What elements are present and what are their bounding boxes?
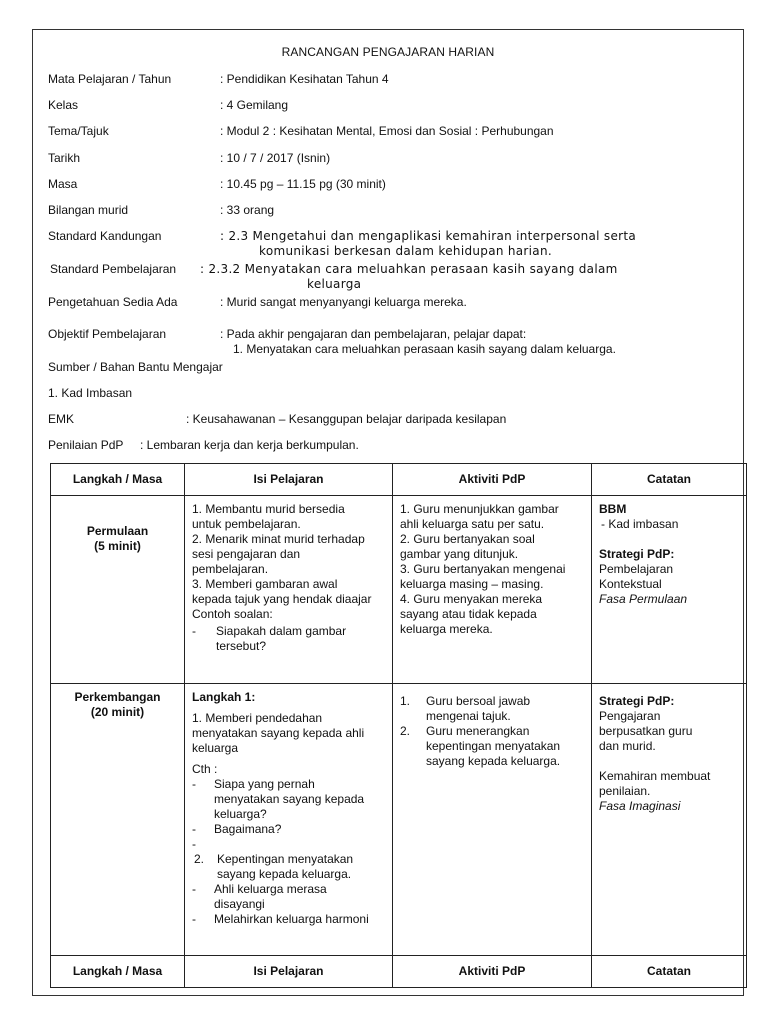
- bullet-mark: -: [192, 822, 196, 836]
- field-value: : Pendidikan Kesihatan Tahun 4: [220, 72, 389, 86]
- header-aktiviti: Aktiviti PdP: [393, 464, 592, 496]
- field-value: : 2.3 Mengetahui dan mengaplikasi kemahiran interpersonal serta: [220, 229, 637, 243]
- text-line: Contoh soalan:: [192, 607, 273, 621]
- text-line: Guru bersoal jawab: [426, 694, 531, 708]
- field-label: EMK: [48, 412, 75, 426]
- text-line: kepentingan menyatakan: [426, 739, 561, 753]
- list-item-text: [214, 777, 364, 822]
- list-item-text: [214, 882, 327, 912]
- text-line: 4. Guru menyakan mereka: [400, 592, 543, 606]
- aktiviti-cell: [393, 684, 592, 956]
- list-item-text: [418, 724, 560, 769]
- field-value: : Keusahawanan – Kesanggupan belajar daripada kesilapan: [186, 412, 507, 426]
- fasa-label: Fasa Imaginasi: [599, 799, 681, 813]
- text-line: Kemahiran membuat: [599, 769, 711, 783]
- list-item-text: Melahirkan keluarga harmoni: [214, 912, 369, 926]
- text-line: berpusatkan guru: [599, 724, 693, 738]
- list-item: [400, 694, 584, 724]
- phase-name: Perkembangan: [74, 690, 161, 704]
- text-line: Siapakah dalam gambar: [216, 624, 347, 638]
- text-line: Kontekstual: [599, 577, 662, 591]
- text-line: disayangi: [214, 897, 265, 911]
- header-langkah: Langkah / Masa: [51, 956, 185, 988]
- aktiviti-cell: [393, 496, 592, 684]
- field-value-continued: keluarga: [307, 277, 362, 291]
- table-header-row: [51, 464, 747, 496]
- text-line: menyatakan sayang kepada ahli: [192, 726, 365, 740]
- cth-label: Cth :: [192, 762, 218, 776]
- fasa-label: Fasa Permulaan: [599, 592, 688, 606]
- table-header-row-repeat: [51, 956, 747, 988]
- field-label: Standard Pembelajaran: [50, 262, 177, 276]
- text-line: Pengajaran: [599, 709, 661, 723]
- table-row: [51, 496, 747, 684]
- text-line: ahli keluarga satu per satu.: [400, 517, 545, 531]
- field-value: : 4 Gemilang: [220, 98, 289, 112]
- number-mark: 2.: [194, 852, 205, 866]
- document-title: RANCANGAN PENGAJARAN HARIAN: [281, 45, 495, 59]
- field-value: : Murid sangat menyanyangi keluarga mereka.: [220, 295, 467, 309]
- field-value: : 10 / 7 / 2017 (Isnin): [220, 151, 331, 165]
- text-line: gambar yang ditunjuk.: [400, 547, 519, 561]
- list-item: [192, 852, 385, 882]
- list-item-text: [214, 624, 346, 654]
- text-line: Ahli keluarga merasa: [214, 882, 327, 896]
- field-value-continued: komunikasi berkesan dalam kehidupan harian.: [259, 244, 552, 258]
- header-aktiviti: Aktiviti PdP: [393, 956, 592, 988]
- strategi-heading: Strategi PdP:: [599, 547, 675, 561]
- objective-item: 1. Menyatakan cara meluahkan perasaan kasih sayang dalam keluarga.: [233, 342, 616, 356]
- field-value: : Lembaran kerja dan kerja berkumpulan.: [140, 438, 359, 452]
- list-item: [192, 912, 385, 927]
- number-mark: 2.: [400, 724, 411, 738]
- field-label: Bilangan murid: [48, 203, 129, 217]
- field-label: Pengetahuan Sedia Ada: [48, 295, 178, 309]
- strategi-heading: Strategi PdP:: [599, 694, 675, 708]
- field-value: : Modul 2 : Kesihatan Mental, Emosi dan Sosial : Perhubungan: [220, 124, 554, 138]
- field-label: Mata Pelajaran / Tahun: [48, 72, 172, 86]
- bullet-mark: -: [192, 882, 196, 896]
- text-line: keluarga?: [214, 807, 267, 821]
- text-line: pembelajaran.: [192, 562, 269, 576]
- number-mark: 1.: [400, 694, 411, 708]
- field-label: Sumber / Bahan Bantu Mengajar: [48, 360, 223, 374]
- text-line: dan murid.: [599, 739, 656, 753]
- text-line: menyatakan sayang kepada: [214, 792, 365, 806]
- text-line: Pembelajaran: [599, 562, 674, 576]
- bullet-mark: -: [192, 624, 196, 638]
- field-label: Tema/Tajuk: [48, 124, 109, 138]
- text-line: penilaian.: [599, 784, 651, 798]
- header-isi: Isi Pelajaran: [185, 464, 393, 496]
- text-line: sayang atau tidak kepada: [400, 607, 537, 621]
- table-row: [51, 684, 747, 956]
- text-line: 3. Guru bertanyakan mengenai: [400, 562, 566, 576]
- text-line: keluarga mereka.: [400, 622, 493, 636]
- field-value: : 2.3.2 Menyatakan cara meluahkan perasaan kasih sayang dalam: [200, 262, 618, 276]
- field-label: Tarikh: [48, 151, 81, 165]
- text-line: 1. Membantu murid bersedia: [192, 502, 345, 516]
- field-value: : 33 orang: [220, 203, 275, 217]
- list-item-text: [214, 852, 353, 882]
- list-item: [192, 624, 385, 654]
- text-line: Kepentingan menyatakan: [217, 852, 354, 866]
- text-line: keluarga masing – masing.: [400, 577, 544, 591]
- list-item: [192, 777, 385, 822]
- text-line: 1. Memberi pendedahan: [192, 711, 323, 725]
- bullet-mark: -: [192, 837, 196, 851]
- catatan-cell: [592, 684, 747, 956]
- langkah-heading: Langkah 1:: [192, 690, 256, 704]
- text-line: 1. Guru menunjukkan gambar: [400, 502, 559, 516]
- field-value: : Pada akhir pengajaran dan pembelajaran, pelajar dapat:: [220, 327, 527, 341]
- phase-duration: (5 minit): [94, 539, 141, 553]
- phase-cell: [51, 496, 185, 684]
- isi-cell: [185, 684, 393, 956]
- field-label: Kelas: [48, 98, 79, 112]
- text-line: mengenai tajuk.: [426, 709, 511, 723]
- text-line: sayang kepada keluarga.: [426, 754, 561, 768]
- text-line: kepada tajuk yang hendak diaajar: [192, 592, 372, 606]
- list-item: [192, 822, 385, 837]
- text-line: 3. Memberi gambaran awal: [192, 577, 338, 591]
- phase-duration: (20 minit): [90, 705, 145, 719]
- bullet-mark: -: [192, 912, 196, 926]
- field-value: : 10.45 pg – 11.15 pg (30 minit): [220, 177, 386, 191]
- field-label: Objektif Pembelajaran: [48, 327, 167, 341]
- text-line: sesi pengajaran dan: [192, 547, 301, 561]
- document-frame: [32, 29, 744, 996]
- text-line: untuk pembelajaran.: [192, 517, 301, 531]
- isi-cell: [185, 496, 393, 684]
- list-item-text: [418, 694, 530, 724]
- text-line: Siapa yang pernah: [214, 777, 315, 791]
- text-line: 2. Menarik minat murid terhadap: [192, 532, 365, 546]
- text-line: keluarga: [192, 741, 239, 755]
- text-line: tersebut?: [216, 639, 267, 653]
- bbm-heading: BBM: [599, 502, 627, 516]
- field-label: Penilaian PdP: [48, 438, 124, 452]
- header-catatan: Catatan: [592, 464, 747, 496]
- list-item: [400, 724, 584, 769]
- list-item-text: Bagaimana?: [214, 822, 282, 836]
- bullet-mark: -: [192, 777, 196, 791]
- text-line: Guru menerangkan: [426, 724, 530, 738]
- sumber-item-text: 1. Kad Imbasan: [48, 386, 133, 400]
- field-label: Masa: [48, 177, 78, 191]
- phase-cell: [51, 684, 185, 956]
- header-catatan: Catatan: [592, 956, 747, 988]
- phase-name: Permulaan: [86, 524, 149, 538]
- field-label: Standard Kandungan: [48, 229, 162, 243]
- bbm-item: - Kad imbasan: [601, 517, 679, 531]
- catatan-cell: [592, 496, 747, 684]
- text-line: 2. Guru bertanyakan soal: [400, 532, 535, 546]
- header-langkah: Langkah / Masa: [51, 464, 185, 496]
- list-item: [192, 882, 385, 912]
- list-item: [192, 837, 385, 852]
- lesson-table: [50, 463, 747, 988]
- header-isi: Isi Pelajaran: [185, 956, 393, 988]
- text-line: sayang kepada keluarga.: [217, 867, 352, 881]
